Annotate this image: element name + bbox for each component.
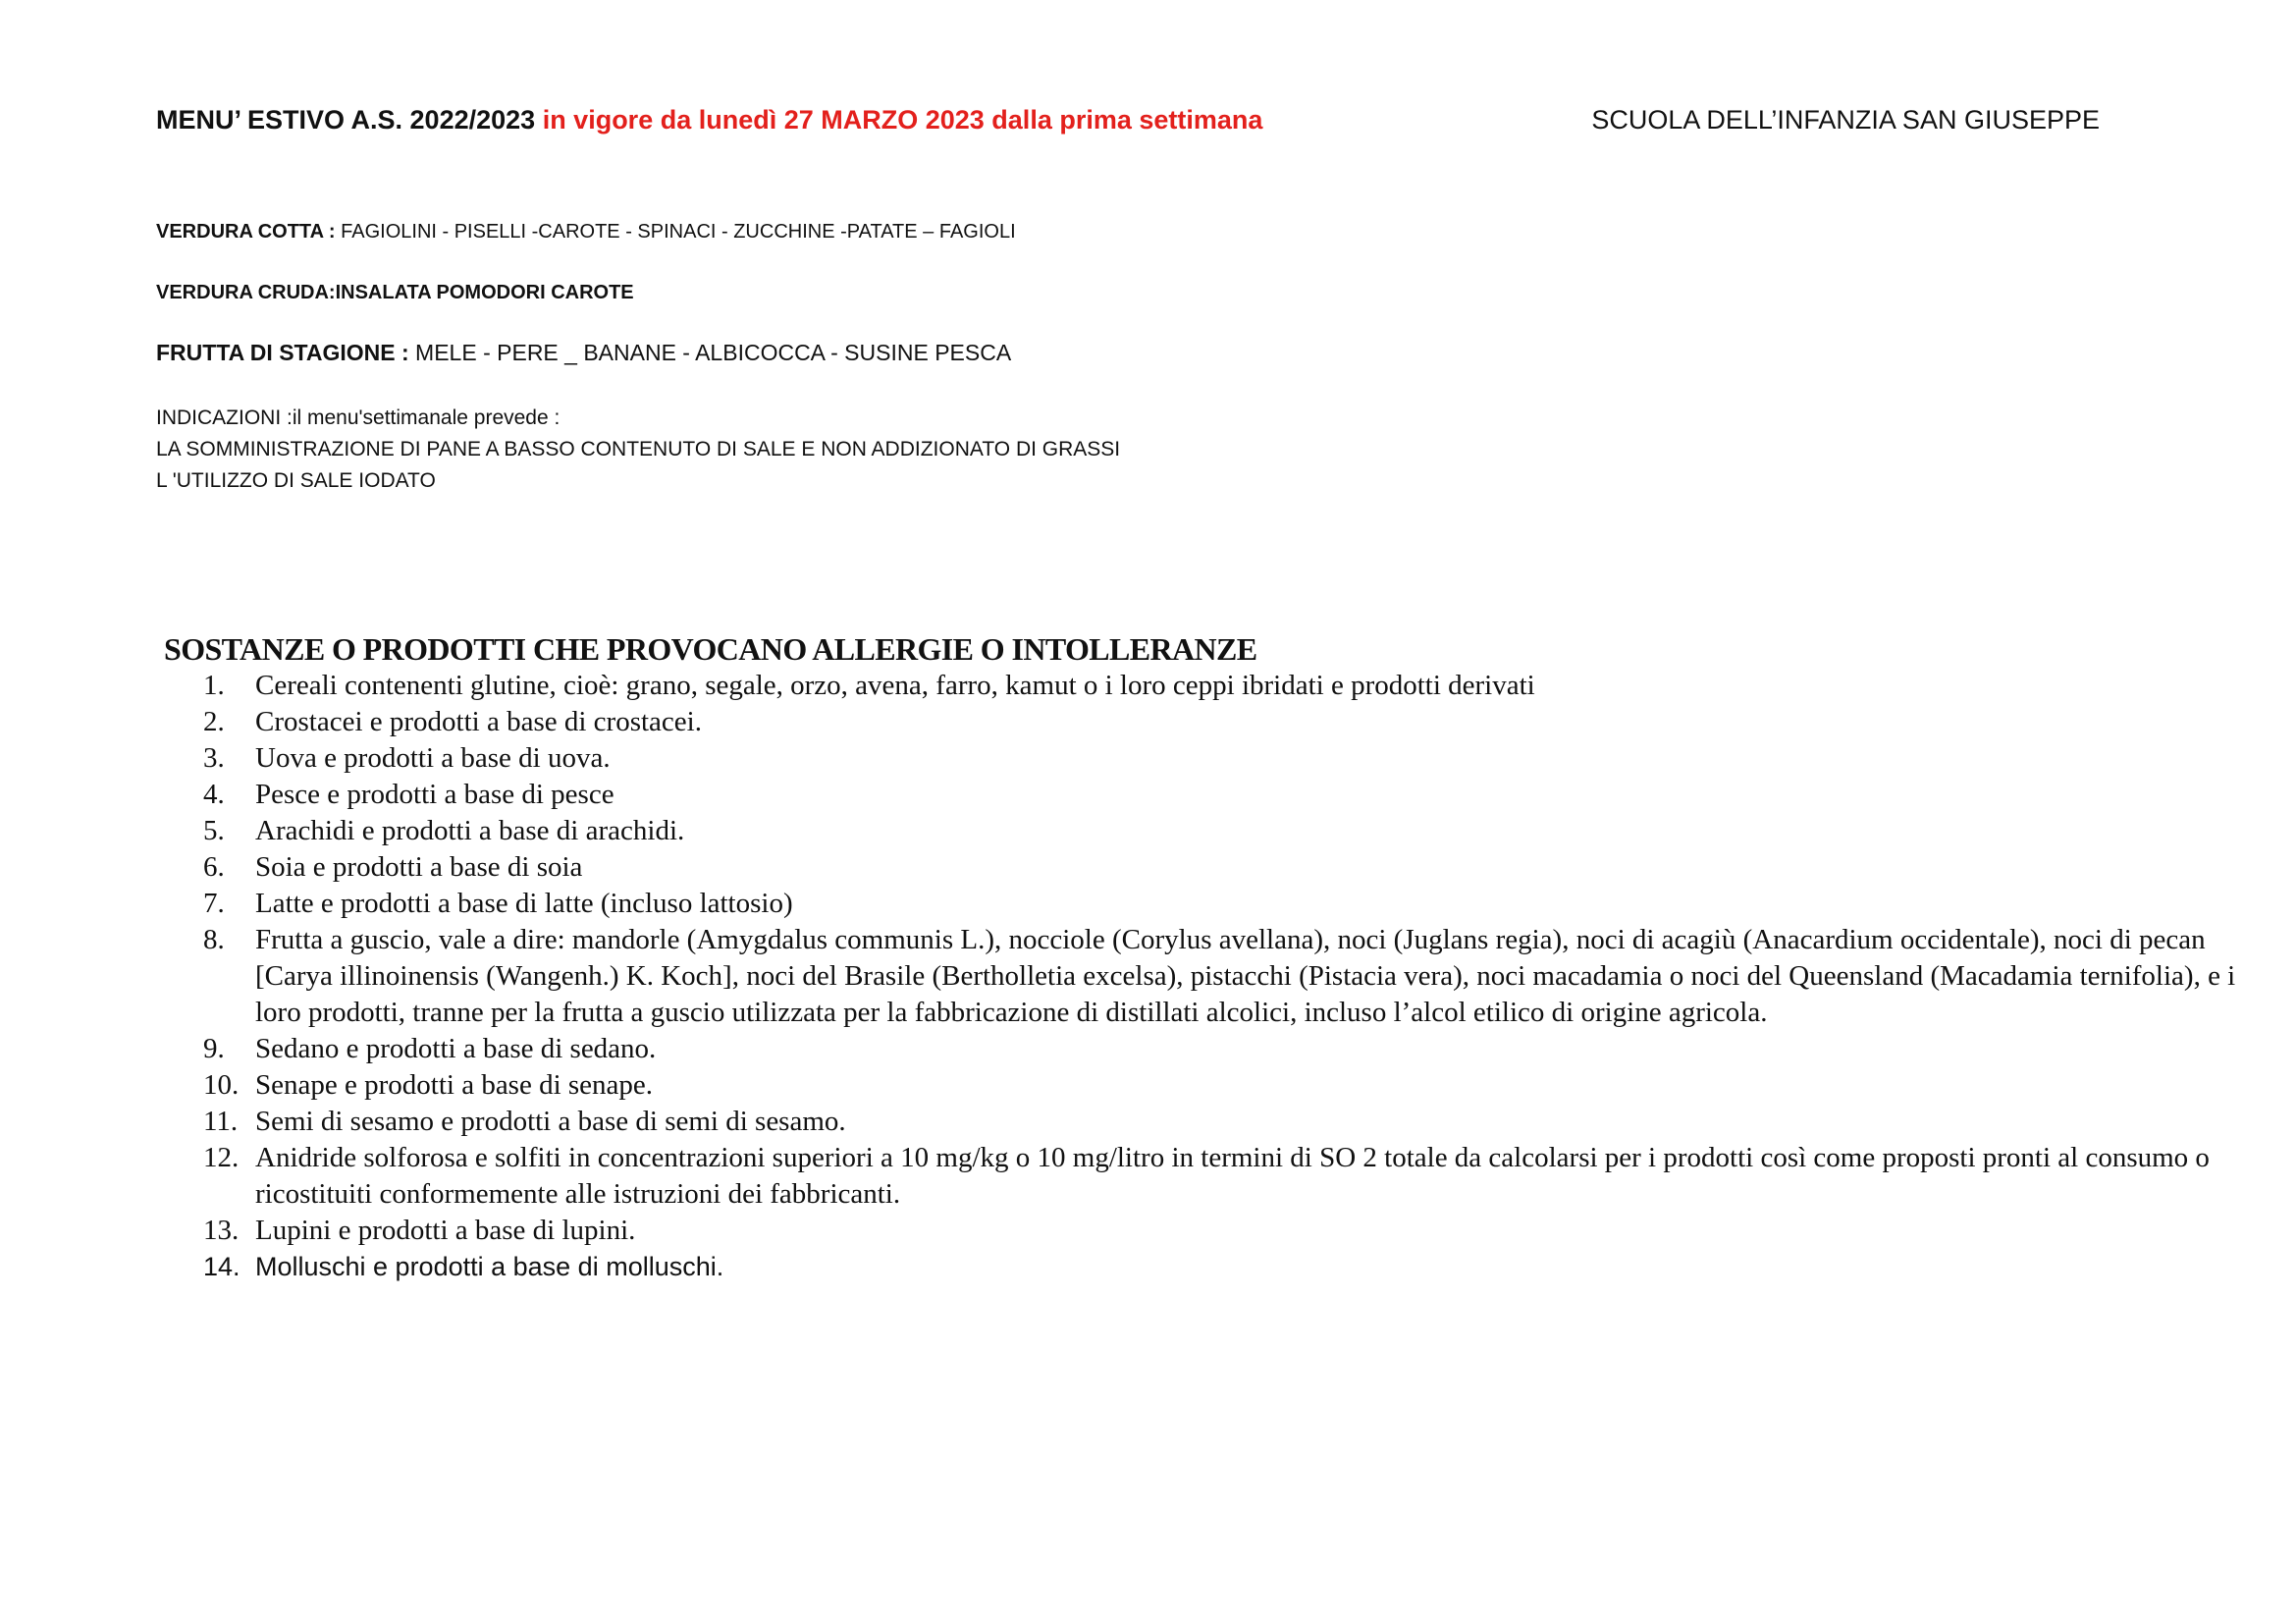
allergens-list xyxy=(164,668,2236,1285)
list-item xyxy=(164,1067,2268,1104)
cooked-vegetables-label: VERDURA COTTA : xyxy=(156,221,336,243)
allergens-section xyxy=(164,630,2236,1285)
item-number: 2. xyxy=(203,706,225,737)
item-number: 4. xyxy=(203,779,225,810)
item-text: Uova e prodotti a base di uova. xyxy=(255,742,611,774)
school-name: SCUOLA DELL’INFANZIA SAN GIUSEPPE xyxy=(1591,105,2100,135)
item-text: Semi di sesamo e prodotti a base di semi di sesamo. xyxy=(255,1106,846,1137)
item-number: 14. xyxy=(203,1252,240,1281)
seasonal-fruit xyxy=(156,339,1011,366)
item-number: 6. xyxy=(203,851,225,883)
list-item xyxy=(164,1104,2268,1140)
item-text: Lupini e prodotti a base di lupini. xyxy=(255,1215,636,1246)
item-text: Frutta a guscio, vale a dire: mandorle (Amygdalus communis L.), nocciole (Corylus avellana), noci (Juglans regia), noci di acagiù (Anacardium occidentale), noci di pecan [Carya illinoinensis (Wangenh.) K. Koch], noci del Brasile (Bertholletia excelsa), pistacchi (Pistacia vera), noci macadamia o noci del Queensland (Macadamia ternifolia), e i loro prodotti, tranne per la frutta a guscio utilizzata per la fabbricazione di distillati alcolici, incluso l’alcol etilico di origine agricola. xyxy=(255,924,2236,1028)
item-text: Cereali contenenti glutine, cioè: grano, segale, orzo, avena, farro, kamut o i loro ceppi ibridati e prodotti derivati xyxy=(255,670,1535,701)
list-item xyxy=(164,777,2268,813)
raw-vegetables: VERDURA CRUDA:INSALATA POMODORI CAROTE xyxy=(156,282,634,303)
list-item xyxy=(164,1031,2268,1067)
list-item xyxy=(164,922,2268,1031)
seasonal-fruit-label: FRUTTA DI STAGIONE : xyxy=(156,340,409,365)
menu-title-main: MENU’ ESTIVO A.S. 2022/2023 xyxy=(156,105,543,135)
item-text: Latte e prodotti a base di latte (incluso lattosio) xyxy=(255,888,793,919)
item-number: 12. xyxy=(203,1142,240,1173)
list-item xyxy=(164,740,2268,777)
item-number: 5. xyxy=(203,815,225,846)
indications-line-2: LA SOMMINISTRAZIONE DI PANE A BASSO CONTENUTO DI SALE E NON ADDIZIONATO DI GRASSI xyxy=(156,438,1121,460)
menu-title xyxy=(156,98,1262,141)
item-text: Arachidi e prodotti a base di arachidi. xyxy=(255,815,685,846)
cooked-vegetables-items: FAGIOLINI - PISELLI -CAROTE - SPINACI - ZUCCHINE -PATATE – FAGIOLI xyxy=(335,221,1016,243)
allergens-heading: SOSTANZE O PRODOTTI CHE PROVOCANO ALLERGIE O INTOLLERANZE xyxy=(164,631,1257,667)
indications-line-3: L 'UTILIZZO DI SALE IODATO xyxy=(156,469,436,492)
list-item xyxy=(164,704,2268,740)
item-number: 9. xyxy=(203,1033,225,1064)
document-header xyxy=(156,98,2100,141)
list-item xyxy=(164,813,2268,849)
item-text: Senape e prodotti a base di senape. xyxy=(255,1069,654,1101)
item-number: 13. xyxy=(203,1215,240,1246)
item-text: Soia e prodotti a base di soia xyxy=(255,851,583,883)
item-text: Pesce e prodotti a base di pesce xyxy=(255,779,614,810)
list-item xyxy=(164,1213,2268,1249)
item-number: 8. xyxy=(203,924,225,955)
list-item xyxy=(164,886,2268,922)
list-item xyxy=(164,1140,2268,1213)
item-number: 7. xyxy=(203,888,225,919)
list-item xyxy=(164,849,2268,886)
item-text: Molluschi e prodotti a base di molluschi. xyxy=(255,1252,724,1281)
menu-title-validity: in vigore da lunedì 27 MARZO 2023 dalla prima settimana xyxy=(542,105,1263,135)
indications xyxy=(156,403,1120,497)
item-number: 3. xyxy=(203,742,225,774)
cooked-vegetables xyxy=(156,218,1016,245)
item-number: 11. xyxy=(203,1106,239,1137)
item-number: 10. xyxy=(203,1069,240,1101)
list-item xyxy=(164,668,2268,704)
indications-line-1: INDICAZIONI :il menu'settimanale prevede : xyxy=(156,406,561,429)
list-item xyxy=(164,1249,2268,1285)
item-number: 1. xyxy=(203,670,225,701)
item-text: Crostacei e prodotti a base di crostacei. xyxy=(255,706,702,737)
item-text: Sedano e prodotti a base di sedano. xyxy=(255,1033,657,1064)
seasonal-fruit-items: MELE - PERE _ BANANE - ALBICOCCA - SUSINE PESCA xyxy=(408,340,1012,365)
item-text: Anidride solforosa e solfiti in concentrazioni superiori a 10 mg/kg o 10 mg/litro in termini di SO 2 totale da calcolarsi per i prodotti così come proposti pronti al consumo o ricostituiti conformemente alle istruzioni dei fabbricanti. xyxy=(255,1142,2210,1210)
